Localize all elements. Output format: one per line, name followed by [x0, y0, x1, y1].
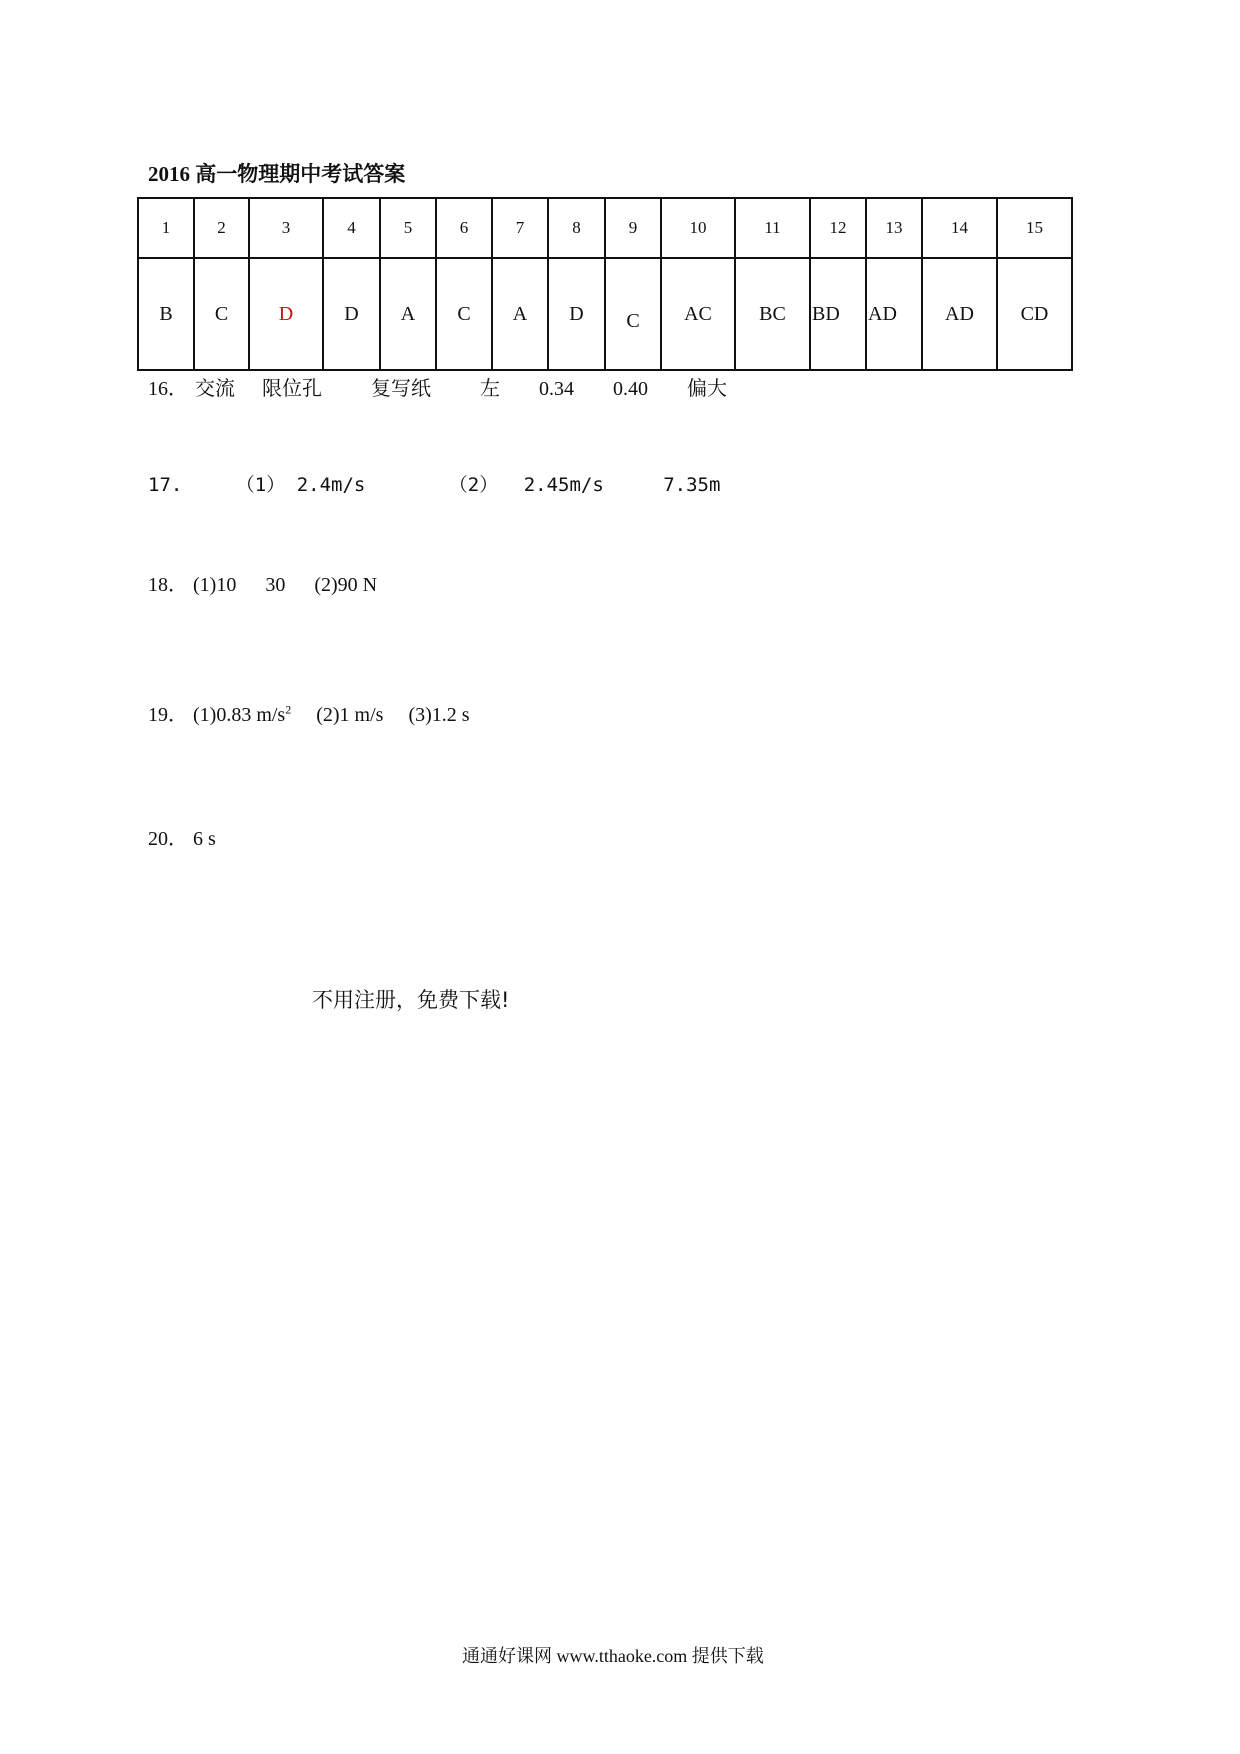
answer-item: (1)0.83 m/s [193, 704, 286, 726]
answer-cell: C [194, 258, 249, 370]
answer-cell: D [548, 258, 605, 370]
answer-18 [148, 568, 377, 597]
question-number-cell: 4 [323, 198, 380, 258]
answer-cell: BD [810, 258, 866, 370]
answer-row [138, 258, 1072, 370]
question-number-cell: 5 [380, 198, 436, 258]
question-number: 16． [148, 378, 188, 400]
answer-cell: CD [997, 258, 1072, 370]
question-number-cell: 2 [194, 198, 249, 258]
question-number-cell: 6 [436, 198, 492, 258]
answer-cell: AD [866, 258, 922, 370]
answer-item: 0.34 [539, 378, 574, 400]
promo-text: 不用注册，免费下载! [312, 988, 510, 1012]
answer-part-label: （1） [235, 474, 286, 496]
answer-cell: C [605, 258, 661, 370]
answer-item: 左 [480, 378, 500, 400]
answer-cell: D [249, 258, 323, 370]
answer-item: 7.35m [663, 474, 721, 496]
answer-cell: BC [735, 258, 810, 370]
question-number-cell: 8 [548, 198, 605, 258]
question-number-cell: 9 [605, 198, 661, 258]
question-number-cell: 7 [492, 198, 548, 258]
answer-cell: D [323, 258, 380, 370]
answer-17 [148, 470, 720, 497]
answer-table [137, 197, 1073, 371]
answer-part-label: （2） [448, 474, 499, 496]
answer-item: (2)1 m/s [316, 704, 384, 726]
question-number-cell: 3 [249, 198, 323, 258]
footer-credit: 通通好课网 www.tthaoke.com 提供下载 [462, 1646, 764, 1666]
superscript: 2 [285, 702, 292, 717]
answer-item: 0.40 [613, 378, 648, 400]
question-number-cell: 15 [997, 198, 1072, 258]
answer-item: 限位孔 [262, 378, 322, 400]
question-number-cell: 14 [922, 198, 997, 258]
question-number-cell: 12 [810, 198, 866, 258]
question-number: 20． [148, 828, 188, 850]
answer-item: (3)1.2 s [408, 704, 470, 726]
answer-item: (1)10 [193, 574, 237, 596]
answer-item: (2)90 N [314, 574, 378, 596]
question-number: 18． [148, 574, 188, 596]
answer-cell: AD [922, 258, 997, 370]
answer-item: 偏大 [687, 378, 727, 400]
answer-item: 6 s [193, 828, 216, 850]
question-number: 17. [148, 474, 183, 496]
question-number-cell: 10 [661, 198, 735, 258]
answer-cell: B [138, 258, 194, 370]
question-number: 19． [148, 704, 188, 726]
answer-cell: A [492, 258, 548, 370]
answer-item: 30 [265, 574, 286, 596]
answer-19 [148, 698, 470, 727]
answer-20 [148, 822, 216, 851]
answer-item: 2.4m/s [296, 474, 366, 496]
answer-item: 2.45m/s [523, 474, 604, 496]
question-number-row [138, 198, 1072, 258]
question-number-cell: 13 [866, 198, 922, 258]
question-number-cell: 1 [138, 198, 194, 258]
page-title: 2016 高一物理期中考试答案 [148, 162, 406, 186]
answer-cell: AC [661, 258, 735, 370]
answer-cell: A [380, 258, 436, 370]
answer-cell: C [436, 258, 492, 370]
answer-16 [148, 372, 727, 401]
answer-item: 交流 [195, 378, 235, 400]
answer-item: 复写纸 [371, 378, 431, 400]
question-number-cell: 11 [735, 198, 810, 258]
